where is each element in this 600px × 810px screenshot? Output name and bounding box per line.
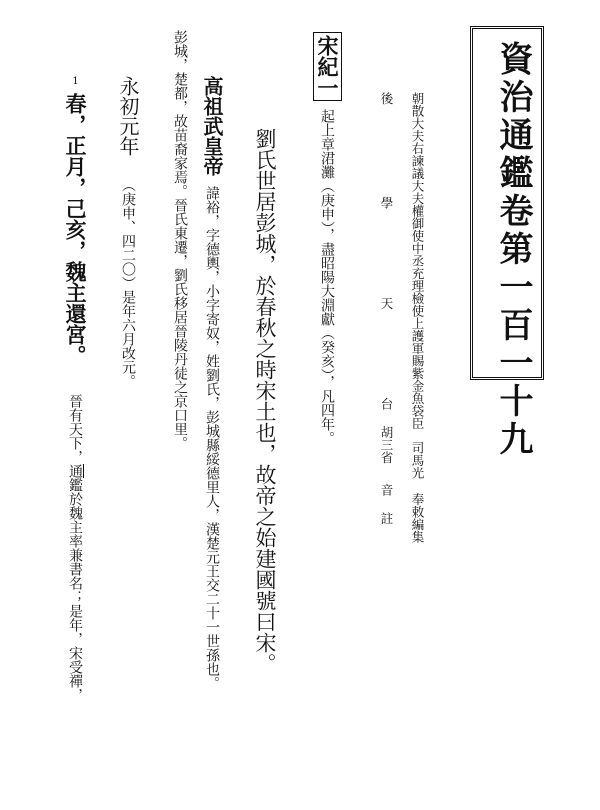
- title-box: [470, 26, 544, 459]
- body-line-1: 劉氏世居彭城，於春秋之時宋土也，故帝之始建國號曰宋。: [253, 128, 277, 674]
- compiler-role: 奉敕編集: [410, 493, 425, 543]
- entry-note-c: 鑑於魏主率兼書名；是年，宋受禪，: [67, 478, 83, 702]
- annotator-word-4: 台: [379, 397, 394, 410]
- compiler-office: 朝散大夫右諫議大夫權御使中丞充理檢使上護軍賜紫金魚袋臣: [410, 92, 425, 430]
- annotator-word-5: 音: [379, 483, 394, 496]
- emperor-note: 諱裕，字德輿，小字寄奴，姓劉氏，彭城縣綏德里人，漢楚元王交二十一世孫也。: [204, 186, 220, 690]
- entry-number: 1: [70, 76, 81, 87]
- annotator-word-1: 後: [379, 92, 394, 105]
- entry-note-b: 通: [67, 464, 83, 478]
- section-column: [312, 32, 342, 445]
- era-note: （庚申、四二〇）是年六月改元。: [120, 178, 136, 388]
- era-column: [114, 76, 143, 388]
- annotator-word-2: 學: [379, 196, 394, 209]
- section-label: 宋紀一: [313, 32, 342, 101]
- annotator-word-3: 天: [379, 297, 394, 310]
- entry-text: 春，正月，己亥，魏主還宮。: [63, 93, 88, 366]
- compiler-credit: [408, 92, 426, 543]
- era-title: 永初元年: [116, 76, 140, 156]
- compiler-name: 司馬光: [410, 441, 425, 479]
- entry-note-a: 晉有天下，: [67, 394, 83, 464]
- emperor-column: [198, 76, 227, 690]
- annotator-name: 胡三省: [379, 426, 394, 464]
- section-note: 起上章涒灘（庚申），盡昭陽大淵獻（癸亥），凡四年。: [319, 109, 335, 445]
- emperor-name: 高祖武皇帝: [200, 76, 224, 176]
- entry-1: [60, 76, 90, 702]
- volume-title: 資治通鑑卷第一百一十九: [493, 41, 533, 459]
- emperor-note-2: 彭城，楚都，故苗裔家焉。晉氏東遷，劉氏移居晉陵丹徒之京口里。: [172, 30, 188, 450]
- annotator-word-6: 註: [379, 512, 394, 525]
- annotator-credit: [377, 92, 395, 525]
